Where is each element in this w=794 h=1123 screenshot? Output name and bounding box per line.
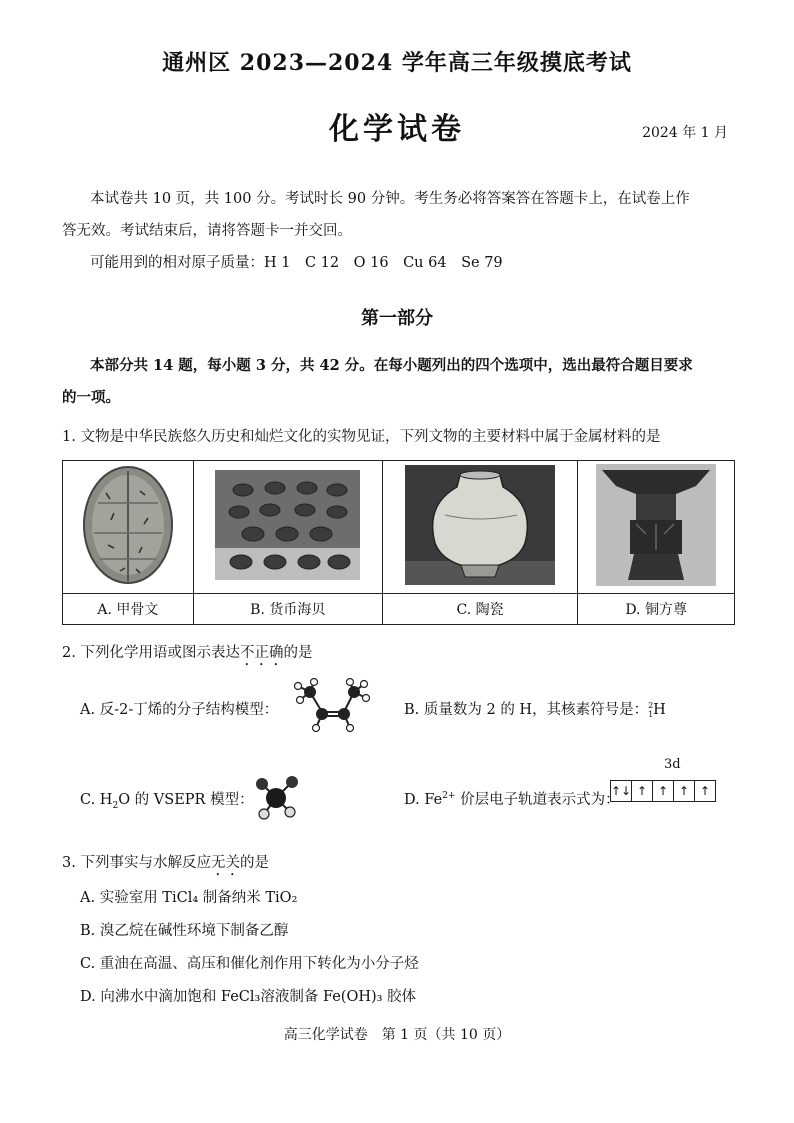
- q2-option-d-post: 价层电子轨道表示式为：: [455, 792, 620, 808]
- bronze-zun-image: [578, 461, 735, 594]
- orbital-box: ↑: [653, 781, 674, 801]
- orbital-box: ↑: [632, 781, 653, 801]
- subject-title: 化学试卷: [329, 112, 465, 147]
- q2-option-a-text: A. 反-2-丁烯的分子结构模型：: [80, 702, 279, 718]
- q2-option-d-charge: 2+: [442, 791, 456, 802]
- exam-date: 2024 年 1 月: [642, 125, 728, 141]
- q2-option-a: [80, 698, 278, 719]
- exam-title: 通州区 2023—2024 学年高三年级摸底考试: [162, 50, 632, 76]
- pottery-jar-image: [382, 461, 578, 594]
- q2-option-b-symbol: H: [653, 702, 666, 718]
- q2-option-d: [404, 788, 620, 809]
- q2-stem-pre: 2. 下列化学用语或图示表达: [62, 645, 240, 661]
- instructions: [62, 183, 738, 279]
- oracle-bone-image: [63, 461, 194, 594]
- q2-option-c-post: O 的 VSEPR 模型：: [118, 792, 254, 808]
- q2-option-c: [80, 788, 254, 811]
- trans-2-butene-model: [288, 678, 374, 736]
- part1-description: [62, 350, 738, 414]
- orbital-box: ↑↓: [611, 781, 632, 801]
- q2-stem-post: 的是: [283, 645, 313, 661]
- q1-option-c: C. 陶瓷: [382, 594, 578, 625]
- q2-stem-emphasis: 不正确: [239, 645, 284, 661]
- part1-desc-line1: 本部分共 14 题，每小题 3 分，共 42 分。在每小题列出的四个选项中，选出最符合题目要求: [90, 357, 693, 374]
- part1-heading: 第一部分: [361, 308, 433, 329]
- orbital-box: ↑: [674, 781, 695, 801]
- q2-option-d-pre: D. Fe: [404, 792, 443, 808]
- q1-option-b: B. 货币海贝: [193, 594, 382, 625]
- instructions-line1: 本试卷共 10 页，共 100 分。考试时长 90 分钟。考生务必将答案答在答题卡上，在试卷上作: [90, 191, 690, 207]
- q2-option-b-atomic: 1: [648, 710, 654, 719]
- q2-option-c-pre: C. H: [80, 792, 113, 808]
- fe2-orbital-diagram: [610, 780, 716, 802]
- q2-option-b-mass: 2: [648, 701, 654, 710]
- orbital-box: ↑: [699, 784, 711, 798]
- q3-option-b: B. 溴乙烷在碱性环境下制备乙醇: [80, 923, 289, 939]
- q2-option-c-sub: 2: [112, 800, 119, 811]
- q1-relics-table: [62, 460, 735, 625]
- shell-money-image: [193, 461, 382, 594]
- part1-desc-line2: 的一项。: [62, 389, 120, 406]
- q3-option-d: D. 向沸水中滴加饱和 FeCl₃溶液制备 Fe(OH)₃ 胶体: [80, 989, 417, 1005]
- instructions-line2: 答无效。考试结束后，请将答题卡一并交回。: [62, 223, 352, 239]
- q3-option-a: A. 实验室用 TiCl₄ 制备纳米 TiO₂: [80, 890, 298, 906]
- q2-option-b: [404, 698, 666, 719]
- q1-option-d: D. 铜方尊: [578, 594, 735, 625]
- orbital-label: 3d: [664, 757, 681, 772]
- q1-stem: 1. 文物是中华民族悠久历史和灿烂文化的实物见证，下列文物的主要材料中属于金属材料的是: [62, 429, 661, 445]
- q3-stem-post: 的是: [239, 855, 269, 871]
- q2-stem: [62, 641, 312, 669]
- page-footer: 高三化学试卷 第 1 页（共 10 页）: [283, 1027, 511, 1043]
- q3-stem-pre: 3. 下列事实与水解反应: [62, 855, 211, 871]
- water-vsepr-model: [252, 772, 302, 822]
- q2-option-b-text: B. 质量数为 2 的 H，其核素符号是：: [404, 702, 649, 718]
- atomic-masses: 可能用到的相对原子质量：H 1 C 12 O 16 Cu 64 Se 79: [90, 255, 503, 271]
- q3-stem: [62, 851, 269, 879]
- q1-option-a: A. 甲骨文: [63, 594, 194, 625]
- q3-stem-emphasis: 无关: [210, 855, 240, 871]
- q3-option-c: C. 重油在高温、高压和催化剂作用下转化为小分子烃: [80, 956, 419, 972]
